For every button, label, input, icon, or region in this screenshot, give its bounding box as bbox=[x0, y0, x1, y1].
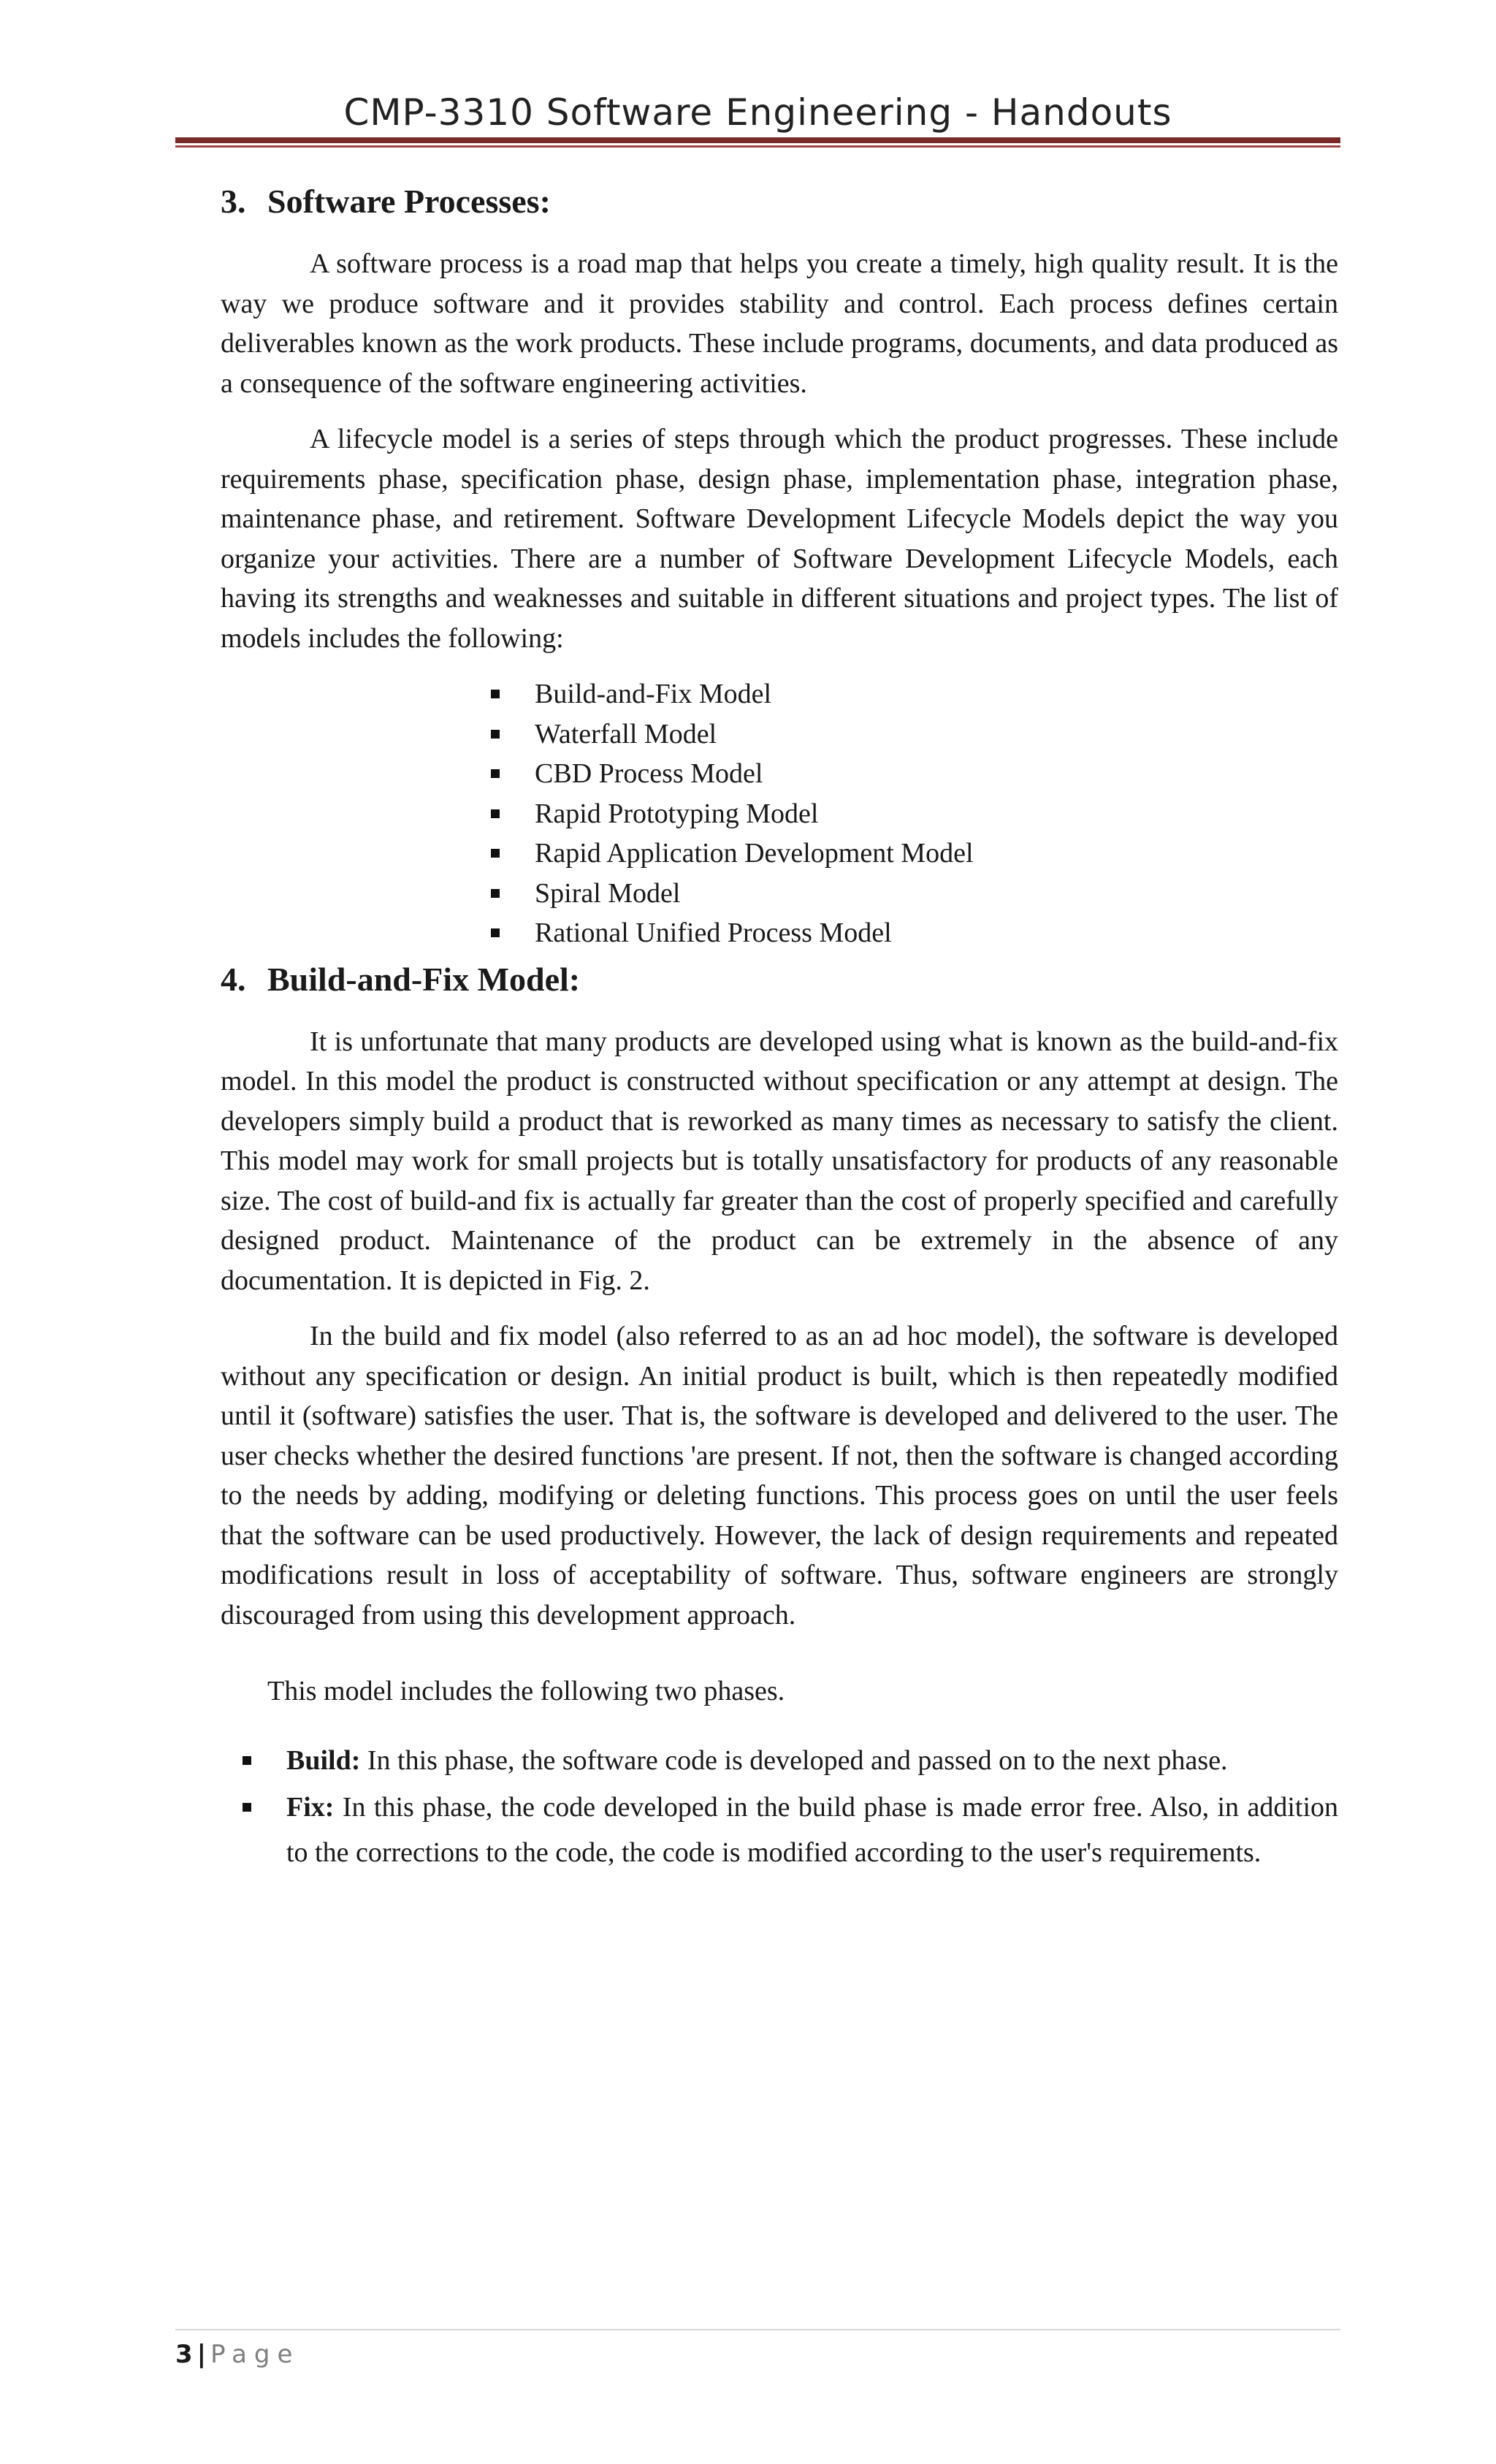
paragraph: A lifecycle model is a series of steps through which the product progresses. These include requirements phase, specification phase, design phase, implementation phase, integration phase, maintenance phase, and retirement. Software Development Lifecycle Models depict the way you organize your activities. There are a number of Software Development Lifecycle Models, each having its strengths and weaknesses and suitable in different situations and project types. The list of models includes the following: bbox=[221, 424, 1338, 654]
list-item bbox=[491, 674, 1338, 714]
header-rule-thick bbox=[175, 137, 1340, 143]
square-bullet-icon bbox=[491, 809, 500, 818]
phases-intro: This model includes the following two phases. bbox=[267, 1676, 785, 1706]
paragraph: In the build and fix model (also referred to as an ad hoc model), the software is developed without any specification or design. An initial product is built, which is then repeatedly modified until it (software) satisfies the user. That is, the software is developed and delivered to the user. The user checks whether the desired functions 'are present. If not, then the software is changed according to the needs by adding, modifying or deleting functions. This process goes on until the user feels that the software can be used productively. However, the lack of design requirements and repeated modifications result in loss of acceptability of software. Thus, software engineers are strongly discouraged from using this development approach. bbox=[221, 1321, 1338, 1630]
list-item bbox=[491, 874, 1338, 914]
paragraph: It is unfortunate that many products are developed using what is known as the build-and-fix model. In this model the product is constructed without specification or any attempt at design. The developers simply build a product that is reworked as many times as necessary to satisfy the client. This model may work for small projects but is totally unsatisfactory for products of any reasonable size. The cost of build-and fix is actually far greater than the cost of properly specified and carefully designed product. Maintenance of the product can be extremely in the absence of any documentation. It is depicted in Fig. 2. bbox=[221, 1026, 1338, 1296]
section-number: 3. bbox=[221, 183, 246, 220]
square-bullet-icon bbox=[491, 928, 500, 937]
phases-list bbox=[221, 1738, 1338, 1875]
phase-term: Fix: bbox=[286, 1791, 335, 1823]
page-label: Page bbox=[210, 2340, 300, 2369]
page-number: 3 bbox=[175, 2340, 193, 2369]
page-content bbox=[221, 175, 1338, 1877]
phase-term: Build: bbox=[286, 1744, 361, 1776]
list-item bbox=[491, 913, 1338, 953]
lifecycle-models-list bbox=[221, 674, 1338, 953]
section-title: Build-and-Fix Model: bbox=[267, 960, 581, 998]
square-bullet-icon bbox=[243, 1756, 251, 1765]
list-item bbox=[221, 1785, 1338, 1875]
paragraph: A software process is a road map that helps you create a timely, high quality result. It is the way we produce software and it provides stability and control. Each process defines certain deliverables known as the work products. These include programs, documents, and data produced as a consequence of the software engineering activities. bbox=[221, 248, 1338, 399]
square-bullet-icon bbox=[491, 690, 500, 698]
list-item-text: CBD Process Model bbox=[535, 758, 763, 789]
square-bullet-icon bbox=[243, 1803, 251, 1812]
square-bullet-icon bbox=[491, 849, 500, 858]
section-number: 4. bbox=[221, 960, 246, 998]
page-footer bbox=[175, 2336, 299, 2373]
list-item-text: Build-and-Fix Model bbox=[535, 679, 772, 709]
list-item bbox=[221, 1738, 1338, 1783]
section-heading-build-and-fix bbox=[221, 953, 1338, 1006]
phase-text: In this phase, the code developed in the build phase is made error free. Also, in addition to the corrections to the code, the code is modified according to the user's requirements. bbox=[286, 1791, 1338, 1868]
square-bullet-icon bbox=[491, 730, 500, 739]
section-heading-software-processes bbox=[221, 175, 1338, 228]
square-bullet-icon bbox=[491, 889, 500, 898]
square-bullet-icon bbox=[491, 769, 500, 778]
list-item bbox=[491, 714, 1338, 755]
section-title: Software Processes: bbox=[267, 183, 551, 220]
footer-rule bbox=[175, 2329, 1340, 2330]
footer-separator: | bbox=[196, 2340, 207, 2369]
list-item bbox=[491, 834, 1338, 874]
page-header-title: CMP-3310 Software Engineering - Handouts bbox=[343, 91, 1172, 134]
phase-text: In this phase, the software code is developed and passed on to the next phase. bbox=[367, 1744, 1228, 1776]
header-rule-thin bbox=[175, 145, 1340, 148]
list-item bbox=[491, 754, 1338, 794]
list-item-text: Rapid Application Development Model bbox=[535, 838, 974, 869]
list-item-text: Rational Unified Process Model bbox=[535, 918, 892, 948]
list-item-text: Waterfall Model bbox=[535, 718, 717, 750]
list-item bbox=[491, 794, 1338, 834]
list-item-text: Spiral Model bbox=[535, 877, 681, 909]
list-item-text: Rapid Prototyping Model bbox=[535, 798, 819, 829]
